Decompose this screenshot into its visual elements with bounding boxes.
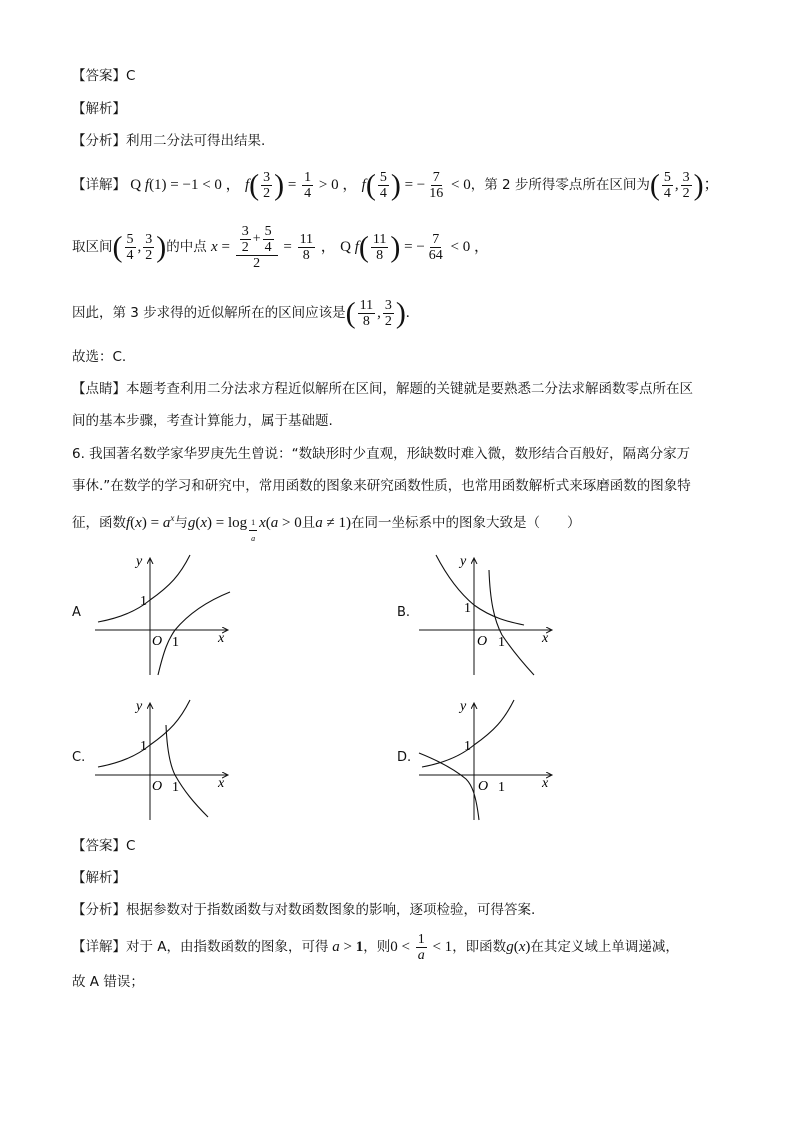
axis-x-label-b: x (542, 631, 549, 646)
formula-f54: f( $\frac{5}{4}$ ) = − $\frac{7}{16}$ < 0 (361, 168, 471, 202)
analysis-tag-close: 】 (112, 101, 126, 117)
formula-fx: $f(x) = a^x$ (126, 513, 175, 531)
axis-y-label-b: y (460, 554, 467, 569)
fenxi-tag: 【分析】 (72, 133, 126, 149)
xiangjie-q6-a: 对于 A，由指数函数的图象，可得 (126, 939, 329, 955)
option-a-label[interactable]: A (72, 605, 81, 620)
guxuan-q5: 故选：C. (72, 349, 127, 365)
xiangjie-q6-d: 在其定义域上单调递减， (530, 939, 679, 955)
origin-label-d: O (478, 779, 489, 794)
origin-label-a: O (152, 634, 163, 649)
formula-gx: g(x) = log $_{\frac{1}{a}}$ x(a > 0 (187, 515, 302, 544)
x-one-label-b: 1 (498, 635, 505, 650)
analysis-label: 解析 (85, 101, 113, 117)
answer-tag: 【答案】 (72, 68, 126, 84)
graph-option-a[interactable] (90, 550, 240, 680)
xiangjie-tag-q6: 【详解】 (72, 939, 126, 955)
option-d-label[interactable]: D. (397, 750, 412, 765)
xiangjie-q6-c: ，即函数 (452, 939, 507, 955)
therefore-text: 因此，第 3 步求得的近似解所在的区间应该是 (72, 305, 346, 321)
fenxi-line-q6 (72, 900, 535, 920)
origin-label-c: O (152, 779, 163, 794)
option-c-label[interactable]: C. (72, 750, 86, 765)
fenxi-text-q6: 根据参数对于指数函数与对数函数图象的影响，逐项检验，可得答案. (126, 902, 536, 918)
formula-f118: Q f( $\frac{11}{8}$ ) = − $\frac{7}{64}$ < 0 ， (340, 230, 489, 264)
formula-f1: Q f(1) = −1 < 0 ， (130, 177, 241, 193)
formula-gx-ref: g(x) (506, 939, 531, 955)
answer-line-q5 (72, 66, 135, 86)
q6-stem-post: 在同一坐标系中的图象大致是（ ） (350, 515, 581, 531)
answer-line-q6 (72, 836, 135, 856)
q6-stem-line2: 事休.”在数学的学习和研究中，常用函数的图象来研究函数性质，也常用函数解析式来琢磨函数的图象特 (72, 478, 691, 494)
analysis-tag-close-q6: 】 (112, 870, 126, 886)
q6-stem-pre: 征，函数 (72, 515, 126, 531)
xiangjie-line-q5 (72, 168, 719, 202)
answer-value: C (126, 68, 136, 84)
dianjing-line1 (72, 379, 693, 399)
xiangjie-line-q6 (72, 930, 679, 964)
axis-y-label-a: y (136, 554, 143, 569)
dianjing-tag: 【点睛】 (72, 381, 126, 397)
axis-y-label-d: y (460, 699, 467, 714)
answer-value-q6: C (126, 838, 136, 854)
axis-y-label-c: y (136, 699, 143, 714)
analysis-heading-q6 (72, 868, 126, 888)
y-one-label-c: 1 (140, 739, 147, 754)
graph-option-d[interactable] (414, 695, 564, 825)
xiangjie-tag: 【详解】 (72, 177, 126, 193)
formula-midpoint: x = $\frac{3}{2}$ + $\frac{5}{4}$ 2 = $\frac{11}{8}$ ， (211, 224, 336, 272)
q6-stem-mid: 与 (174, 515, 188, 531)
q6-stem-line1: 6. 我国著名数学家华罗庚先生曾说：“数缺形时少直观，形缺数时难入微，数形结合百般好，隔离分家万 (72, 446, 691, 462)
take-interval-text: 取区间 (72, 239, 113, 255)
analysis-tag-open-q6: 【 (72, 870, 86, 886)
dianjing-line2: 间的基本步骤，考查计算能力，属于基础题. (72, 413, 333, 429)
xiangjie-line2-q6: 故 A 错误； (72, 974, 144, 990)
formula-a-gt-1: a > 1 (332, 939, 364, 955)
x-one-label-a: 1 (172, 635, 179, 650)
x-one-label-c: 1 (172, 780, 179, 795)
analysis-label-q6: 解析 (85, 870, 113, 886)
formula-a-neq-1: a ≠ 1) (315, 515, 351, 531)
formula-interval-3: ( $\frac{11}{8}$ , $\frac{3}{2}$ ). (345, 296, 410, 330)
axis-x-label-d: x (542, 776, 549, 791)
fenxi-tag-q6: 【分析】 (72, 902, 126, 918)
xiangjie-q6-b: ，则 (363, 939, 391, 955)
graph-option-b[interactable] (414, 550, 564, 680)
y-one-label-a: 1 (140, 594, 147, 609)
formula-0-lt-1a-lt-1: 0 < $\frac{1}{a}$ < 1 (390, 932, 453, 964)
therefore-line-q5 (72, 296, 410, 330)
formula-interval-2: ( $\frac{5}{4}$ , $\frac{3}{2}$ ) (112, 230, 167, 264)
formula-interval-1: ( $\frac{5}{4}$ , $\frac{3}{2}$ )； (649, 168, 719, 202)
origin-label-b: O (477, 634, 488, 649)
y-one-label-d: 1 (464, 739, 471, 754)
midpoint-text: 的中点 (166, 239, 207, 255)
y-one-label-b: 1 (464, 601, 471, 616)
midpoint-line-q5 (72, 222, 489, 272)
analysis-tag: 【 (72, 101, 86, 117)
option-b-label[interactable]: B. (397, 605, 411, 620)
axis-x-label-a: x (218, 631, 225, 646)
analysis-heading-q5 (72, 99, 126, 119)
dianjing-text-1: 本题考查利用二分法求方程近似解所在区间，解题的关键就是要熟悉二分法求解函数零点所在区 (126, 381, 693, 397)
formula-f32: f( $\frac{3}{2}$ ) = $\frac{1}{4}$ > 0 ， (244, 168, 358, 202)
q6-stem-and: 且 (301, 515, 316, 531)
graph-option-c[interactable] (90, 695, 240, 825)
step2-text: ，第 2 步所得零点所在区间为 (470, 177, 650, 193)
fenxi-text: 利用二分法可得出结果. (126, 133, 266, 149)
axis-x-label-c: x (218, 776, 225, 791)
fenxi-line-q5 (72, 131, 265, 151)
q6-stem-line3 (72, 508, 580, 546)
answer-tag-q6: 【答案】 (72, 838, 126, 854)
x-one-label-d: 1 (498, 780, 505, 795)
